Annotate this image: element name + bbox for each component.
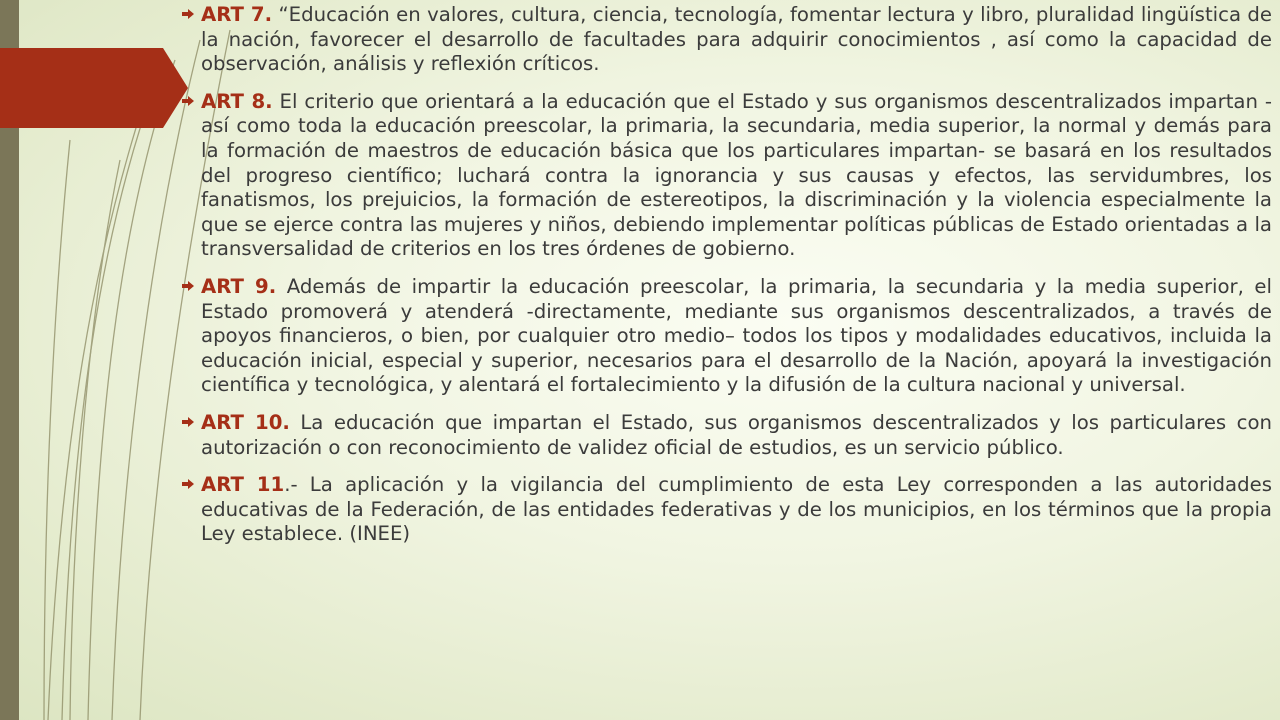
article-body: “Educación en valores, cultura, ciencia, tecnología, fomentar lectura y libro, pluralidad lingüística de la nación, favorecer el desarrollo de facultades para adquirir conocimientos , así como la capacidad de observación, análisis y reflexión críticos. xyxy=(201,3,1272,76)
right-arrow-bullet-icon xyxy=(182,417,194,427)
article-text xyxy=(201,411,1272,460)
right-arrow-bullet-icon xyxy=(182,479,194,489)
list-item xyxy=(182,411,1272,460)
article-text xyxy=(201,473,1272,547)
article-body: .- La aplicación y la vigilancia del cumplimiento de esta Ley corresponden a las autoridades educativas de la Federación, de las entidades federativas y de los municipios, en los términos que la propia Ley establece. (INEE) xyxy=(201,473,1272,546)
article-label: ART 11 xyxy=(201,473,285,497)
article-text xyxy=(201,275,1272,398)
article-text xyxy=(201,3,1272,77)
list-item xyxy=(182,275,1272,398)
list-item xyxy=(182,3,1272,77)
article-label: ART 8. xyxy=(201,89,273,113)
right-arrow-bullet-icon xyxy=(182,9,194,19)
article-label: ART 10. xyxy=(201,410,290,434)
articles-list xyxy=(182,3,1272,560)
accent-arrow-shape xyxy=(0,0,200,130)
article-body: Además de impartir la educación preescolar, la primaria, la secundaria y la media superior, el Estado promoverá y atenderá -directamente, mediante sus organismos descentralizados, a través de apoyos financieros, o bien, por cualquier otro medio– todos los tipos y modalidades educativos, incluida la educación inicial, especial y superior, necesarios para el desarrollo de la Nación, apoyará la investigación científica y tecnológica, y alentará el fortalecimiento y la difusión de la cultura nacional y universal. xyxy=(201,274,1272,397)
right-arrow-bullet-icon xyxy=(182,96,194,106)
article-label: ART 7. xyxy=(201,3,273,26)
list-item xyxy=(182,90,1272,262)
article-body: La educación que impartan el Estado, sus organismos descentralizados y los particulares con autorización o con reconocimiento de validez oficial de estudios, es un servicio público. xyxy=(201,410,1272,459)
list-item xyxy=(182,473,1272,547)
right-arrow-bullet-icon xyxy=(182,281,194,291)
article-text xyxy=(201,90,1272,262)
article-body: El criterio que orientará a la educación que el Estado y sus organismos descentralizados impartan -así como toda la educación preescolar, la primaria, la secundaria, media superior, la normal y demás para la formación de maestros de educación básica que los particulares impartan- se basará en los resultados del progreso científico; luchará contra la ignorancia y sus causas y efectos, las servidumbres, los fanatismos, los prejuicios, la formación de estereotipos, la discriminación y la violencia especialmente la que se ejerce contra las mujeres y niños, debiendo implementar políticas públicas de Estado orientadas a la transversalidad de criterios en los tres órdenes de gobierno. xyxy=(201,89,1272,261)
article-label: ART 9. xyxy=(201,274,277,298)
